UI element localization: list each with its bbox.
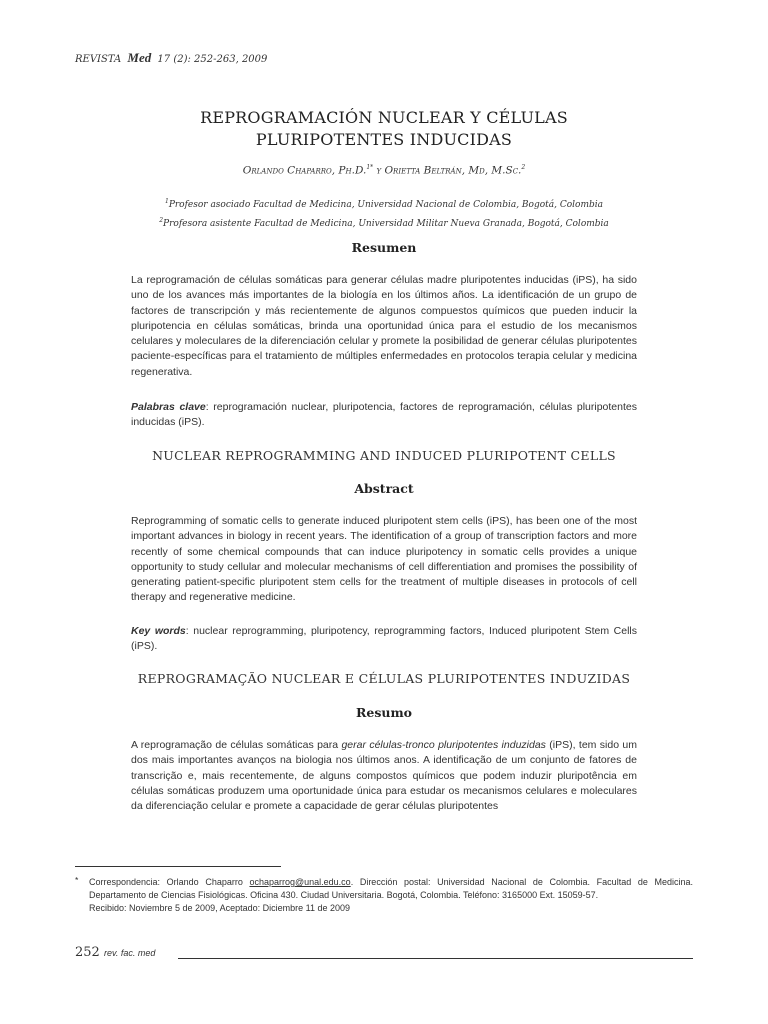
footer-journal: rev. fac. med [104,948,156,958]
resumo-heading: Resumo [355,705,413,720]
footnote-pre: Correspondencia: Orlando Chaparro [89,877,250,887]
resumo-body-post: (iPS), tem sido um dos mais importantes avanços na biologia nos últimos anos. A identificação de um conjunto de fatores de transcrição e, mais recentemente, de alguns compostos químicos que podem induzir pluripotência em células somáticas produzem uma oportunidade única para estudar os mecanismos celulares e moleculares da diferenciação celular e promete a capacidade de gerar células pluripotentes [131,739,637,813]
abstract-heading: Abstract [354,481,414,496]
title-line-1: REPROGRAMACIÓN NUCLEAR Y CÉLULAS [200,108,568,127]
resumo-body-em: gerar células-tronco pluripotentes induzidas [341,739,546,751]
affiliation-2-sup: 2 [159,217,164,224]
english-title: NUCLEAR REPROGRAMMING AND INDUCED PLURIPOTENT CELLS [152,448,616,463]
portuguese-title: REPROGRAMAÇÃO NUCLEAR E CÉLULAS PLURIPOTENTES INDUZIDAS [137,671,631,686]
author-connector: y [373,164,385,177]
footer-divider [178,958,693,959]
citation: 17 (2): 252-263, 2009 [157,54,268,65]
resumo-body [131,738,637,814]
resumen-keywords [131,400,637,431]
resumen-heading: Resumen [351,240,417,255]
article-title [0,107,768,151]
resumo-body-pre: A reprogramação de células somáticas para [131,739,342,751]
keywords-label-en: Key words [131,625,186,637]
journal-prefix: REVISTA [75,54,122,65]
footnote [89,876,693,915]
affiliations [0,194,768,232]
affiliation-2 [0,213,768,232]
abstract-body: Reprogramming of somatic cells to generate induced pluripotent stem cells (iPS), has been one of the most important advances in biology in recent years. The identification of a group of transcription factors and more recently of some chemical compounds that can induce pluripotency in somatic cells provides a unique opportunity to study cellular and molecular mechanisms of cell differentiation and promises the possibility of generating patient-specific pluripotent stem cells for the treatment of multiple diseases in protocols of cell therapy and regenerative medicine. [131,515,637,604]
affiliation-1-text: Profesor asociado Facultad de Medicina, Universidad Nacional de Colombia, Bogotá, Colombia [168,200,603,210]
keywords-label: Palabras clave [131,401,206,413]
author-1: Orlando Chaparro, Ph.D. [242,164,367,177]
keywords-text-en: : nuclear reprogramming, pluripotency, reprogramming factors, Induced pluripotent Stem Cells (iPS). [131,625,637,653]
author-2-sup: 2 [521,164,526,171]
author-2: Orietta Beltrán, Md, M.Sc. [384,164,522,177]
affiliation-2-text: Profesora asistente Facultad de Medicina, Universidad Militar Nueva Granada, Bogotá, Colombia [163,219,609,229]
footnote-post: . Dirección postal: Universidad Nacional de Colombia. Facultad de Medicina. Departamento de Ciencias Fisiológicas. Oficina 430. Ciudad Universitaria. Bogotá, Colombia. Teléfono: 3165000 Ext. 15059-57. [89,877,693,900]
footnote-divider [75,866,281,867]
journal-citation [75,50,267,66]
journal-logo: Med [127,50,152,65]
affiliation-1 [0,194,768,213]
authors [0,164,768,177]
resumen-body: La reprogramación de células somáticas para generar células madre pluripotentes inducidas (iPS), ha sido uno de los avances más importantes de la biología en los últimos años. La identificación de un grupo de factores de transcripción y más recientemente de algunos compuestos químicos que pueden inducir la pluripotencia en células somáticas, brinda una oportunidad única para el estudio de los mecanismos celulares y moleculares de la diferenciación celular y promete la posibilidad de generar células pluripotentes paciente-específicas para el tratamiento de múltiples enfermedades en protocolos terapia celular y medicina regenerativa. [131,274,637,378]
abstract-keywords [131,624,637,655]
keywords-text: : reprogramación nuclear, pluripotencia, factores de reprogramación, células pluripotentes inducidas (iPS). [131,401,637,429]
page-number: 252 [75,945,100,960]
footnote-mark: * [75,875,79,885]
affiliation-1-sup: 1 [164,198,169,205]
title-line-2: PLURIPOTENTES INDUCIDAS [255,130,513,149]
author-1-sup: 1* [366,164,374,171]
correspondence-email-link[interactable]: ochaparrog@unal.edu.co [249,877,351,887]
received-dates: Recibido: Noviembre 5 de 2009, Aceptado: Diciembre 11 de 2009 [89,903,350,913]
